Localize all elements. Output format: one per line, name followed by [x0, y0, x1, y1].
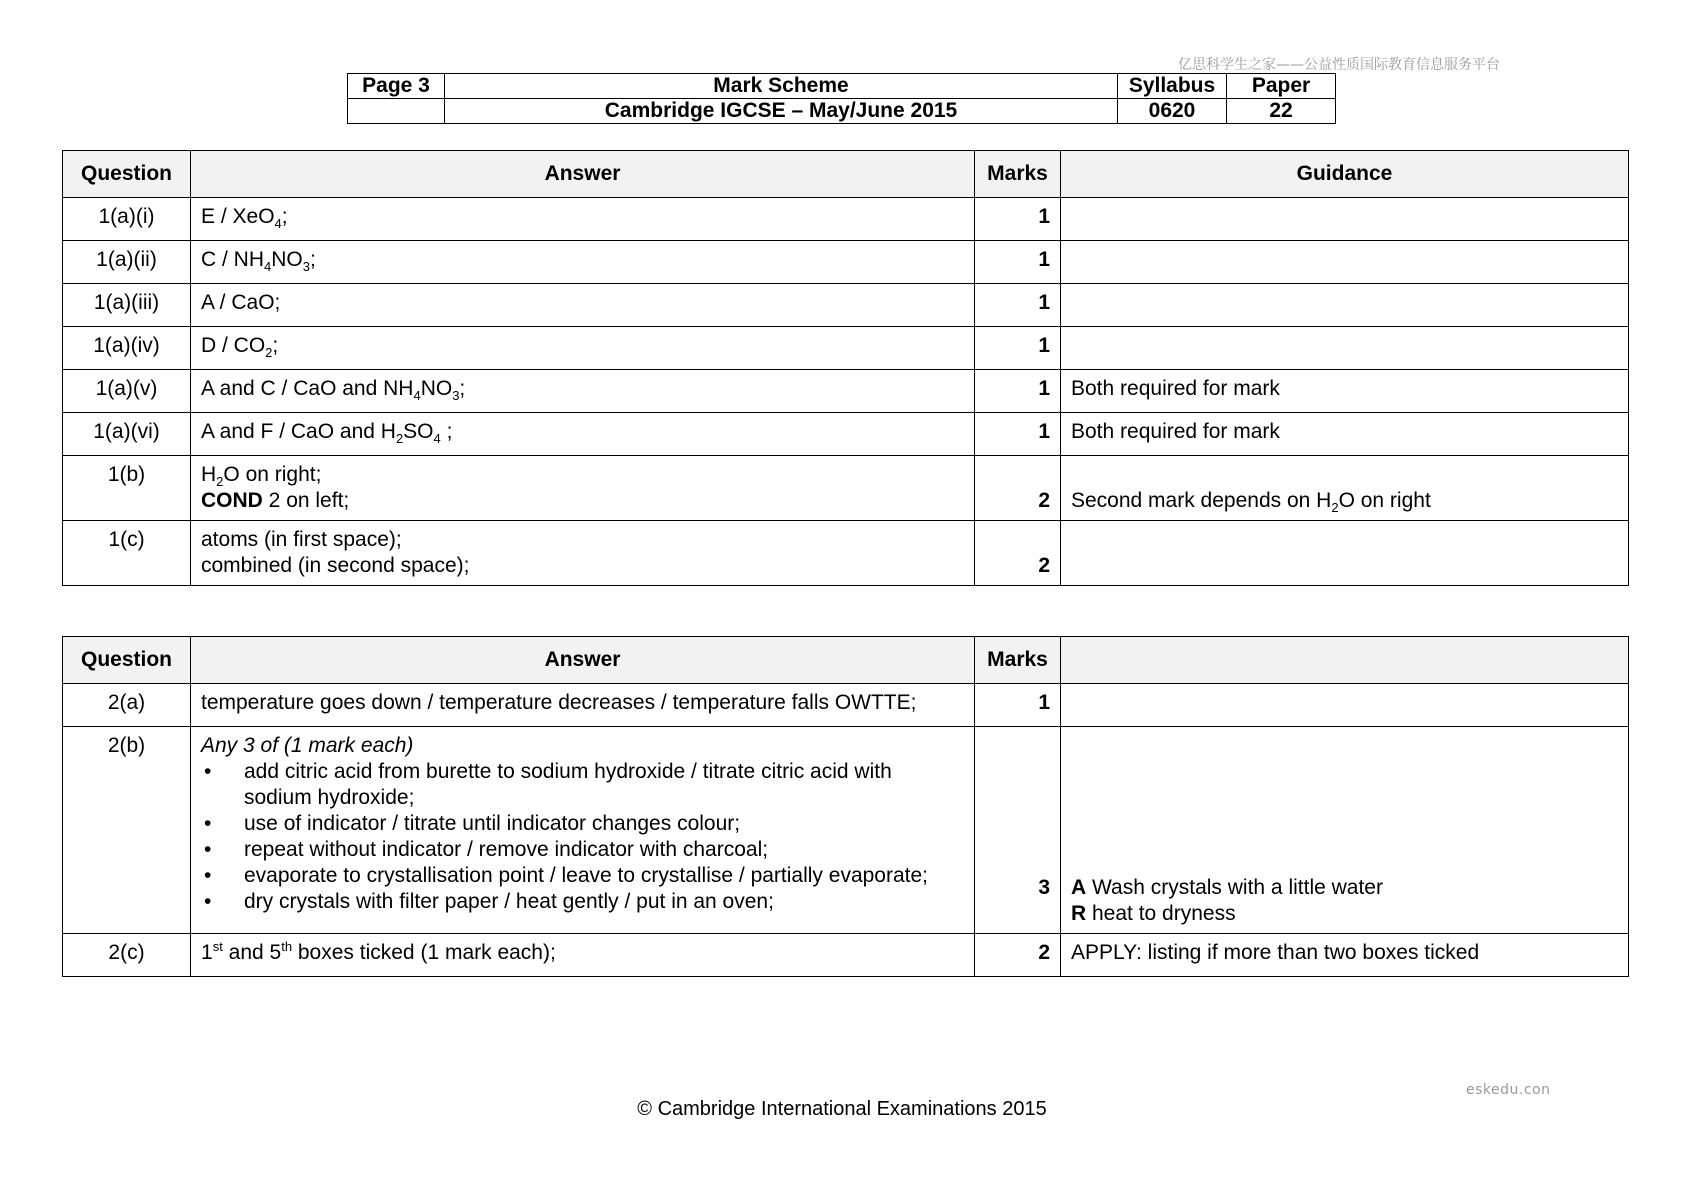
answer-cell: A and C / CaO and $NH_4NO_3$; — [191, 370, 975, 413]
col-header-answer: Answer — [191, 637, 975, 684]
question-number: 1(b) — [63, 456, 191, 521]
table-header-row — [63, 637, 1629, 684]
col-header-question: Question — [63, 151, 191, 198]
document-subtitle: Cambridge IGCSE – May/June 2015 — [445, 99, 1118, 124]
table-row — [63, 456, 1629, 521]
table-row — [63, 284, 1629, 327]
paper-label: Paper — [1227, 74, 1336, 99]
list-item: • use of indicator / titrate until indicator changes colour; — [201, 811, 964, 837]
answer-cell: A / CaO; — [191, 284, 975, 327]
table-row — [63, 684, 1629, 727]
marks-cell: 1 — [975, 327, 1061, 370]
page-number: Page 3 — [348, 74, 445, 99]
document-title: Mark Scheme — [445, 74, 1118, 99]
list-item: • dry crystals with filter paper / heat gently / put in an oven; — [201, 889, 964, 915]
answer-cell: temperature goes down / temperature decreases / temperature falls OWTTE; — [191, 684, 975, 727]
question-number: 2(c) — [63, 934, 191, 977]
question-number: 1(c) — [63, 521, 191, 586]
guidance-cell: Second mark depends on $H_2O$ on right — [1061, 456, 1629, 521]
marks-cell: 1 — [975, 413, 1061, 456]
guidance-cell — [1061, 521, 1629, 586]
guidance-cell: Both required for mark — [1061, 413, 1629, 456]
table-row — [63, 934, 1629, 977]
question-number: 1(a)(i) — [63, 198, 191, 241]
syllabus-label: Syllabus — [1118, 74, 1227, 99]
table-header-row — [63, 151, 1629, 198]
question-number: 2(b) — [63, 727, 191, 934]
answer-cell: A and F / CaO and $H_2SO_4$ ; — [191, 413, 975, 456]
marks-cell: 1 — [975, 684, 1061, 727]
table-row — [63, 727, 1629, 934]
table-row — [63, 241, 1629, 284]
guidance-cell — [1061, 198, 1629, 241]
watermark-top: 亿思科学生之家——公益性质国际教育信息服务平台 — [1178, 57, 1500, 73]
col-header-guidance: Guidance — [1061, 151, 1629, 198]
mark-scheme-table-2 — [62, 636, 1629, 977]
col-header-question: Question — [63, 637, 191, 684]
marks-cell: 2 — [975, 934, 1061, 977]
paper-number: 22 — [1227, 99, 1336, 124]
marks-cell: 1 — [975, 284, 1061, 327]
guidance-cell — [1061, 684, 1629, 727]
footer-copyright: © Cambridge International Examinations 2015 — [637, 1098, 1047, 1120]
mark-scheme-table-1 — [62, 150, 1629, 586]
marks-cell: 1 — [975, 241, 1061, 284]
table-row — [63, 413, 1629, 456]
guidance-cell: A Wash crystals with a little water R heat to dryness — [1061, 727, 1629, 934]
answer-cell — [191, 727, 975, 934]
answer-cell: C / $NH_4NO_3$; — [191, 241, 975, 284]
question-number: 2(a) — [63, 684, 191, 727]
guidance-cell: Both required for mark — [1061, 370, 1629, 413]
question-number: 1(a)(vi) — [63, 413, 191, 456]
col-header-guidance — [1061, 637, 1629, 684]
answer-intro: Any 3 of (1 mark each) — [201, 734, 414, 757]
header-table — [347, 73, 1336, 124]
table-row — [63, 521, 1629, 586]
table-row — [63, 198, 1629, 241]
watermark-bottom: eskedu.con — [1466, 1082, 1551, 1098]
col-header-marks: Marks — [975, 151, 1061, 198]
answer-cell: E / XeO$_4$; — [191, 198, 975, 241]
col-header-marks: Marks — [975, 637, 1061, 684]
guidance-cell — [1061, 284, 1629, 327]
marks-cell: 1 — [975, 370, 1061, 413]
question-number: 1(a)(v) — [63, 370, 191, 413]
list-item: • repeat without indicator / remove indicator with charcoal; — [201, 837, 964, 863]
guidance-cell: APPLY: listing if more than two boxes ticked — [1061, 934, 1629, 977]
question-number: 1(a)(iv) — [63, 327, 191, 370]
marks-cell: 2 — [975, 456, 1061, 521]
table-row — [63, 370, 1629, 413]
marks-cell: 3 — [975, 727, 1061, 934]
guidance-cell — [1061, 327, 1629, 370]
answer-cell: 1st and 5th boxes ticked (1 mark each); — [191, 934, 975, 977]
col-header-answer: Answer — [191, 151, 975, 198]
table-row — [63, 327, 1629, 370]
syllabus-code: 0620 — [1118, 99, 1227, 124]
header-empty-cell — [348, 99, 445, 124]
answer-cell: D / $CO_2$; — [191, 327, 975, 370]
answer-cell: atoms (in first space); combined (in second space); — [191, 521, 975, 586]
question-number: 1(a)(ii) — [63, 241, 191, 284]
answer-cell: $H_2O$ on right; COND 2 on left; — [191, 456, 975, 521]
answer-bullet-list — [201, 759, 964, 915]
marks-cell: 1 — [975, 198, 1061, 241]
list-item: • evaporate to crystallisation point / leave to crystallise / partially evaporate; — [201, 863, 964, 889]
marks-cell: 2 — [975, 521, 1061, 586]
guidance-cell — [1061, 241, 1629, 284]
list-item: • add citric acid from burette to sodium hydroxide / titrate citric acid with sodium hydroxide; — [201, 759, 964, 811]
question-number: 1(a)(iii) — [63, 284, 191, 327]
